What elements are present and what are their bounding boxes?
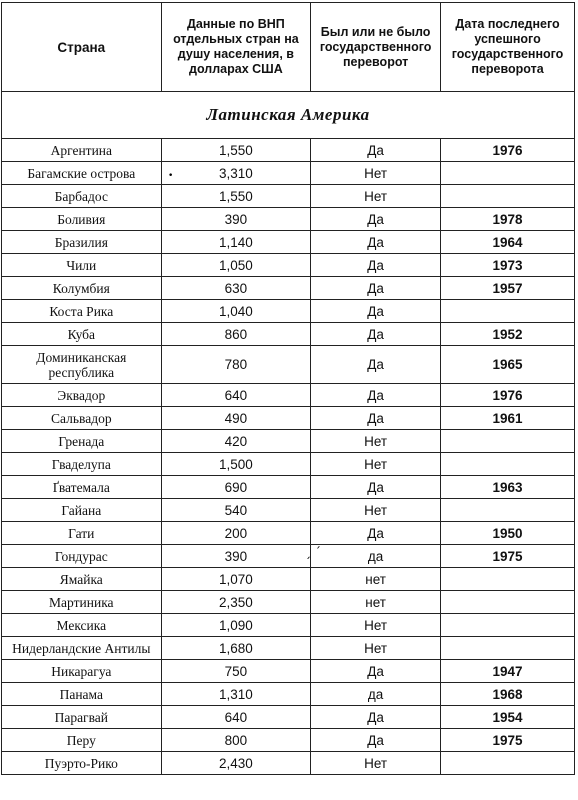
table-row bbox=[2, 729, 575, 752]
year-cell bbox=[441, 185, 575, 208]
gnp-cell: 420 bbox=[161, 430, 311, 453]
year-cell bbox=[441, 430, 575, 453]
gnp-cell: 390 bbox=[161, 208, 311, 231]
coup-cell: Нет bbox=[311, 752, 441, 775]
gnp-cell: 1,550 bbox=[161, 139, 311, 162]
table-row bbox=[2, 591, 575, 614]
coup-cell: Нет bbox=[311, 185, 441, 208]
year-cell bbox=[441, 568, 575, 591]
coup-cell: Нет bbox=[311, 162, 441, 185]
country-cell: Боливия bbox=[2, 208, 162, 231]
year-cell bbox=[441, 637, 575, 660]
table-row bbox=[2, 208, 575, 231]
year-cell: 1976 bbox=[441, 139, 575, 162]
country-cell: Коста Рика bbox=[2, 300, 162, 323]
table-row bbox=[2, 254, 575, 277]
coup-data-table bbox=[1, 2, 575, 775]
table-row bbox=[2, 637, 575, 660]
table-row bbox=[2, 277, 575, 300]
country-cell: Бразилия bbox=[2, 231, 162, 254]
table-row bbox=[2, 430, 575, 453]
coup-cell: Да bbox=[311, 323, 441, 346]
year-cell: 1954 bbox=[441, 706, 575, 729]
table-row bbox=[2, 384, 575, 407]
year-cell: 1976 bbox=[441, 384, 575, 407]
country-cell: Доминиканская республика bbox=[2, 346, 162, 384]
table-row bbox=[2, 660, 575, 683]
year-cell: 1975 bbox=[441, 729, 575, 752]
gnp-cell: 540 bbox=[161, 499, 311, 522]
table-row bbox=[2, 499, 575, 522]
coup-cell: Да bbox=[311, 706, 441, 729]
year-cell: 1973 bbox=[441, 254, 575, 277]
table-row bbox=[2, 614, 575, 637]
country-cell: Куба bbox=[2, 323, 162, 346]
country-cell: Перу bbox=[2, 729, 162, 752]
country-cell: Колумбия bbox=[2, 277, 162, 300]
pen-dot-mark: • bbox=[168, 171, 174, 181]
table-row bbox=[2, 568, 575, 591]
table-row bbox=[2, 476, 575, 499]
year-cell bbox=[441, 499, 575, 522]
gnp-cell: 1,310 bbox=[161, 683, 311, 706]
gnp-cell: 2,430 bbox=[161, 752, 311, 775]
country-cell: Барбадос bbox=[2, 185, 162, 208]
section-title: Латинская Америка bbox=[2, 92, 575, 139]
coup-cell: Да bbox=[311, 407, 441, 430]
header-date: Дата последнего успешного государственного переворота bbox=[441, 3, 575, 92]
country-cell: Нидерландские Антилы bbox=[2, 637, 162, 660]
gnp-cell: 690 bbox=[161, 476, 311, 499]
coup-cell: Нет bbox=[311, 637, 441, 660]
table-row bbox=[2, 407, 575, 430]
coup-cell: Да bbox=[311, 346, 441, 384]
table-row bbox=[2, 346, 575, 384]
year-cell: 1963 bbox=[441, 476, 575, 499]
coup-cell: Да bbox=[311, 660, 441, 683]
header-country: Страна bbox=[2, 3, 162, 92]
coup-cell: Нет bbox=[311, 453, 441, 476]
year-cell: 1968 bbox=[441, 683, 575, 706]
gnp-cell: 200 bbox=[161, 522, 311, 545]
country-cell: Гайана bbox=[2, 499, 162, 522]
year-cell: 1978 bbox=[441, 208, 575, 231]
year-cell bbox=[441, 162, 575, 185]
gnp-cell: 1,040 bbox=[161, 300, 311, 323]
year-cell: 1964 bbox=[441, 231, 575, 254]
table-body bbox=[2, 92, 575, 775]
country-cell: Ямайка bbox=[2, 568, 162, 591]
table-header bbox=[2, 3, 575, 92]
gnp-cell: 390 bbox=[161, 545, 311, 568]
year-cell bbox=[441, 300, 575, 323]
table-row bbox=[2, 752, 575, 775]
year-cell bbox=[441, 591, 575, 614]
country-cell: Пуэрто-Рико bbox=[2, 752, 162, 775]
year-cell: 1950 bbox=[441, 522, 575, 545]
year-cell bbox=[441, 614, 575, 637]
country-cell: Ґватемала bbox=[2, 476, 162, 499]
year-cell bbox=[441, 453, 575, 476]
year-cell: 1947 bbox=[441, 660, 575, 683]
coup-cell: нет bbox=[311, 568, 441, 591]
country-cell: Гондурас bbox=[2, 545, 162, 568]
gnp-cell: 780 bbox=[161, 346, 311, 384]
country-cell: Панама bbox=[2, 683, 162, 706]
gnp-cell: 2,350 bbox=[161, 591, 311, 614]
gnp-cell: 1,140 bbox=[161, 231, 311, 254]
table-row bbox=[2, 323, 575, 346]
country-cell: Гренада bbox=[2, 430, 162, 453]
table-row bbox=[2, 139, 575, 162]
pen-stroke-mark: ˏ ˊ bbox=[305, 545, 321, 559]
country-cell: Эквадор bbox=[2, 384, 162, 407]
table-row bbox=[2, 231, 575, 254]
table-row bbox=[2, 706, 575, 729]
gnp-cell: 750 bbox=[161, 660, 311, 683]
header-coup: Был или не было государственного переворот bbox=[311, 3, 441, 92]
gnp-cell: 1,500 bbox=[161, 453, 311, 476]
coup-cell: Да bbox=[311, 476, 441, 499]
year-cell: 1957 bbox=[441, 277, 575, 300]
table-row bbox=[2, 522, 575, 545]
coup-cell: Да bbox=[311, 300, 441, 323]
gnp-cell: 860 bbox=[161, 323, 311, 346]
year-cell: 1952 bbox=[441, 323, 575, 346]
coup-cell: Да bbox=[311, 139, 441, 162]
coup-cell: Да bbox=[311, 277, 441, 300]
gnp-cell: 1,090 bbox=[161, 614, 311, 637]
year-cell bbox=[441, 752, 575, 775]
header-gnp: Данные по ВНП отдельных стран на душу населения, в долларах США bbox=[161, 3, 311, 92]
gnp-cell: 3,310 bbox=[161, 162, 311, 185]
country-cell: Сальвадор bbox=[2, 407, 162, 430]
gnp-cell: 490 bbox=[161, 407, 311, 430]
table-row bbox=[2, 162, 575, 185]
table-row bbox=[2, 453, 575, 476]
coup-cell: Да bbox=[311, 729, 441, 752]
coup-cell: Да bbox=[311, 522, 441, 545]
gnp-cell: 800 bbox=[161, 729, 311, 752]
table-row bbox=[2, 300, 575, 323]
coup-cell: Да bbox=[311, 254, 441, 277]
coup-cell: Да bbox=[311, 231, 441, 254]
gnp-cell: 1,070 bbox=[161, 568, 311, 591]
coup-cell: да bbox=[311, 545, 441, 568]
coup-cell: Да bbox=[311, 384, 441, 407]
country-cell: Гваделупа bbox=[2, 453, 162, 476]
country-cell: Парагвай bbox=[2, 706, 162, 729]
country-cell: Мартиника bbox=[2, 591, 162, 614]
coup-cell: Нет bbox=[311, 430, 441, 453]
coup-cell: Да bbox=[311, 208, 441, 231]
country-cell: Мексика bbox=[2, 614, 162, 637]
gnp-cell: 1,050 bbox=[161, 254, 311, 277]
table-row bbox=[2, 683, 575, 706]
gnp-cell: 1,550 bbox=[161, 185, 311, 208]
coup-cell: нет bbox=[311, 591, 441, 614]
coup-cell: Нет bbox=[311, 499, 441, 522]
table-row bbox=[2, 185, 575, 208]
country-cell: Чили bbox=[2, 254, 162, 277]
gnp-cell: 640 bbox=[161, 706, 311, 729]
table-row bbox=[2, 545, 575, 568]
coup-cell: да bbox=[311, 683, 441, 706]
country-cell: Никарагуа bbox=[2, 660, 162, 683]
gnp-cell: 640 bbox=[161, 384, 311, 407]
gnp-cell: 1,680 bbox=[161, 637, 311, 660]
gnp-cell: 630 bbox=[161, 277, 311, 300]
coup-cell: Нет bbox=[311, 614, 441, 637]
country-cell: Багамские острова bbox=[2, 162, 162, 185]
country-cell: Аргентина bbox=[2, 139, 162, 162]
year-cell: 1965 bbox=[441, 346, 575, 384]
year-cell: 1961 bbox=[441, 407, 575, 430]
year-cell: 1975 bbox=[441, 545, 575, 568]
country-cell: Гати bbox=[2, 522, 162, 545]
